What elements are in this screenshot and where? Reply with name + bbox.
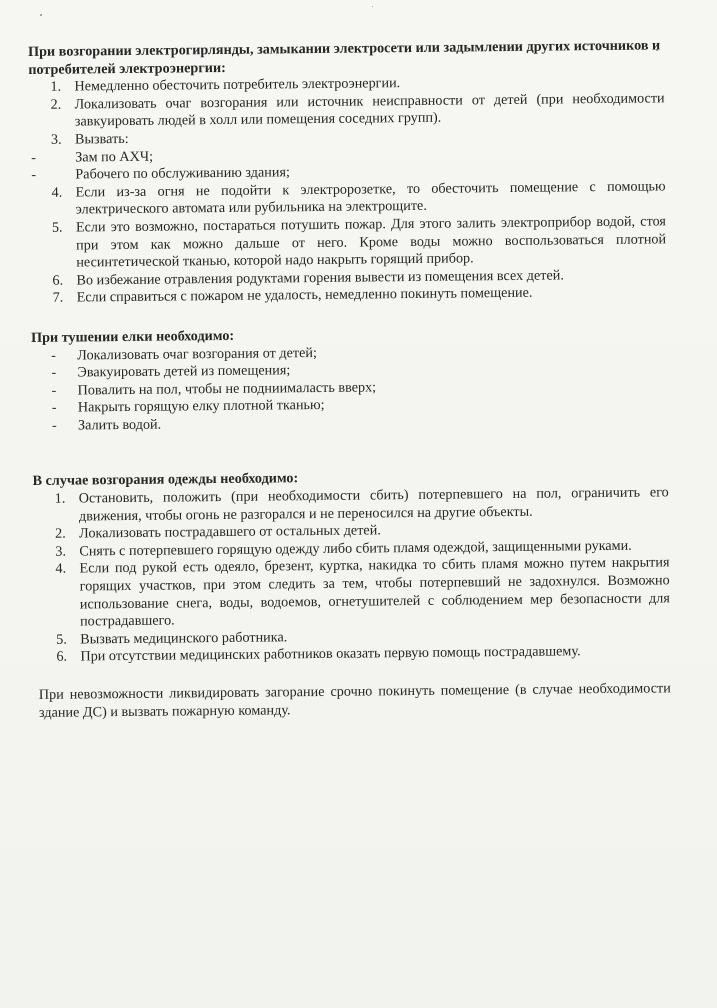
section2-heading: При тушении елки необходимо: <box>30 327 235 346</box>
item-number: 3. <box>55 543 67 560</box>
item-number: 2. <box>55 525 66 542</box>
item-text: Если справиться с пожаром не удалость, немедленно покинуть помещение. <box>76 285 533 306</box>
item-text: Накрыть горящую елку плотной тканью; <box>77 397 325 416</box>
item-text: Повалить на пол, чтобы не подниималасть вверх; <box>77 379 377 399</box>
section3-list <box>33 484 671 667</box>
document-content <box>28 37 671 722</box>
item-text: Снять с потерпевшего горящую одежду либо сбить пламя одеждой, защищенными руками. <box>79 537 632 560</box>
item-text: Эвакуировать детей из помещения; <box>77 362 291 381</box>
dash-bullet: - <box>51 400 57 417</box>
item-number: 6. <box>56 649 68 666</box>
item-text: При отсутствии медицинских работников оказать первую помощь пострадавшему. <box>80 643 581 665</box>
item-number: 4. <box>55 561 67 578</box>
closing-paragraph: При невозможности ликвидировать загорание срочно покинуть помещение (в случае необходимости здание ДС) и вызвать пожарную команду. <box>38 680 671 721</box>
item-text: Вызвать: <box>74 130 129 148</box>
dash-bullet: - <box>51 347 57 364</box>
dash-bullet: - <box>31 167 37 184</box>
scan-speck <box>40 14 42 16</box>
item-text: Во избежание отравления родуктами горения вывести из помещения всех детей. <box>76 267 564 289</box>
list-item <box>33 555 670 632</box>
item-text: Залить водой. <box>77 416 162 434</box>
section1-heading: При возгорании электрогирлянды, замыкании электросети или задымлении других источников и потребителей электроэнергии: <box>28 37 661 78</box>
item-text: Рабочего по обслуживанию здания; <box>75 164 291 183</box>
list-item <box>30 213 667 272</box>
item-text: Немедленно обесточить потребитель электроэнергии. <box>74 75 401 95</box>
dash-bullet: - <box>31 149 37 166</box>
spacer <box>32 429 668 474</box>
item-text: Локализовать очаг возгорания или источник неисправности от детей (при необходимости завкуировать людей в холл или помещения соседних групп). <box>74 90 665 130</box>
item-text: Остановить, положить (при необходимости сбить) потерпевшего на пол, ограничить его движения, чтобы огонь не разгорался и не переносился на другие объекты. <box>78 484 669 525</box>
item-number: 7. <box>52 289 64 307</box>
item-number: 6. <box>52 272 64 289</box>
section2-dash-list <box>31 341 668 436</box>
section3-heading: В случае возгорания одежды необходимо: <box>32 470 299 490</box>
item-text: Если под рукой есть одеяло, брезент, куртка, накидка то сбить пламя можно путем накрытия горящих участков, при этом следить за тем, чтобы потерпевший не задохнулся. Возможно использование снега, воды, водоемов, огнетушителей с соблюдением мер безопасности для пострадавшего. <box>79 554 670 630</box>
dash-bullet: - <box>51 417 57 434</box>
dash-bullet: - <box>51 382 57 399</box>
item-number: 5. <box>51 219 63 236</box>
item-number: 2. <box>50 96 62 113</box>
item-number: 3. <box>50 131 62 148</box>
item-text: Вызвать медицинского работника. <box>80 629 288 648</box>
item-text: Локализовать очаг возгорания от детей; <box>77 344 317 364</box>
item-text: Если из-за огня не подойти к электророзетке, то обесточить помещение с помощью электрического автомата или рубильника на электрощите. <box>75 178 666 218</box>
dash-bullet: - <box>51 364 57 381</box>
scan-speck <box>372 6 373 7</box>
item-number: 1. <box>54 490 66 507</box>
section1-list-b <box>29 178 666 308</box>
item-text: Локализовать пострадавшего от остальных детей. <box>79 522 381 542</box>
item-text: Зам по АХЧ; <box>75 148 154 166</box>
item-number: 5. <box>56 631 67 648</box>
item-number: 4. <box>51 184 63 201</box>
section1-list-a <box>28 73 665 150</box>
item-number: 1. <box>50 78 62 95</box>
item-text: Если это возможно, постараться потушить пожар. Для этого залить электроприбор водой, стоя при этом как можно дальше от него. Кроме воды можно воспользоваться плотной несинтетической тканью, которой надо накрыть горящий прибор. <box>75 213 667 271</box>
